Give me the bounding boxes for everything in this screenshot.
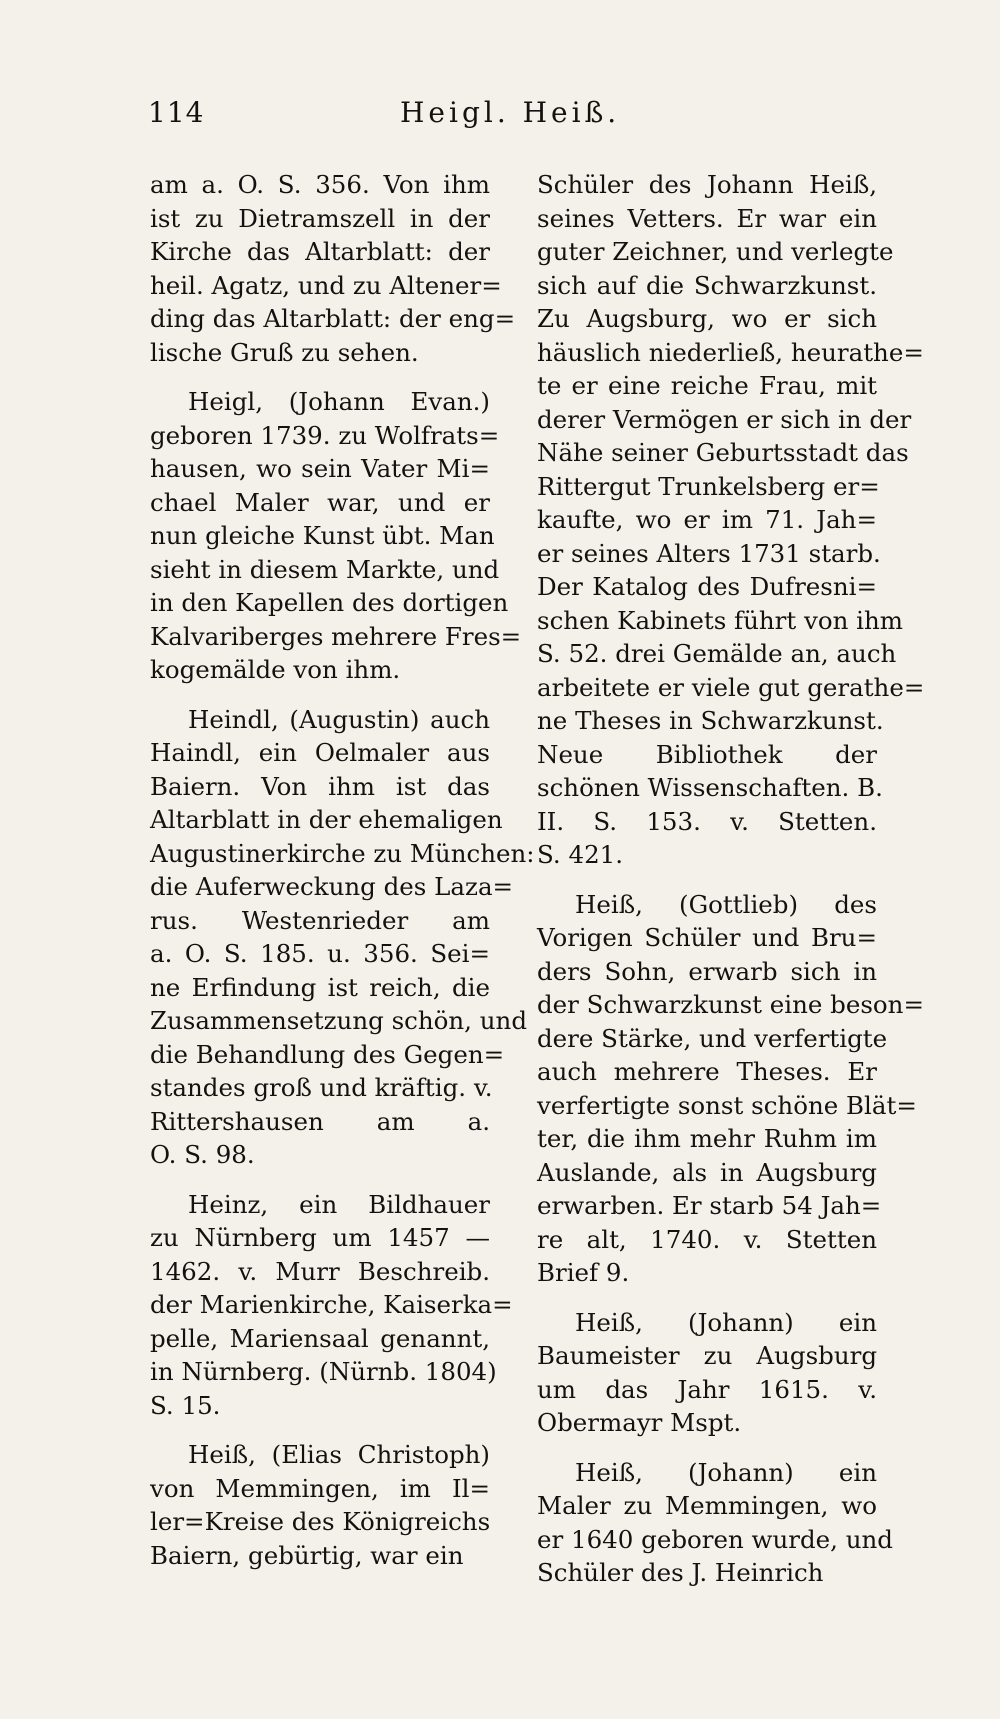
text-line: die Auferweckung des Laza= (150, 872, 514, 901)
text-line: re alt, 1740. v. Stetten (537, 1224, 877, 1254)
page-header (148, 96, 878, 136)
text-line: Augustinerkirche zu München: (150, 838, 535, 868)
text-line: Neue Bibliothek der (537, 739, 877, 769)
text-line: Obermayr Mspt. (537, 1408, 742, 1437)
text-line: guter Zeichner, und verlegte (537, 237, 894, 266)
text-line: die Behandlung des Gegen= (150, 1039, 505, 1069)
text-line: Nähe seiner Geburtsstadt das (537, 438, 909, 467)
text-line: der Marienkirche, Kaiserka= (150, 1290, 513, 1319)
text-line: Heiß, (Elias Christoph) (188, 1440, 490, 1469)
text-line: erwarben. Er starb 54 Jah= (537, 1191, 882, 1220)
text-line: nun gleiche Kunst übt. Man (150, 521, 495, 550)
text-line: um das Jahr 1615. v. (537, 1374, 877, 1404)
text-line: Baiern. Von ihm ist das (150, 771, 490, 801)
text-line: er 1640 geboren wurde, und (537, 1524, 893, 1554)
text-line: Heigl, (Johann Evan.) (188, 387, 490, 416)
text-line: Der Katalog des Dufresni= (537, 572, 877, 601)
text-line: seines Vetters. Er war ein (537, 203, 877, 233)
text-line: schen Kabinets führt von ihm (537, 605, 904, 635)
text-line: ne Theses in Schwarzkunst. (537, 706, 884, 735)
text-line: zu Nürnberg um 1457 — (150, 1223, 490, 1252)
entry-paragraph (150, 385, 522, 687)
text-line: Rittershausen am a. (150, 1106, 490, 1136)
entry-paragraph (537, 1306, 877, 1440)
text-line: in Nürnberg. (Nürnb. 1804) (150, 1357, 497, 1386)
left-text-column (150, 168, 535, 1588)
text-line: sieht in diesem Markte, und (150, 554, 500, 584)
text-line: Altarblatt in der ehemaligen (150, 805, 503, 834)
text-line: Heiß, (Johann) ein (575, 1307, 877, 1337)
text-line: von Memmingen, im Il= (150, 1473, 490, 1503)
text-line: Heindl, (Augustin) auch (188, 704, 490, 734)
text-line: Baiern, gebürtig, war ein (150, 1540, 464, 1570)
text-line: Rittergut Trunkelsberg er= (537, 471, 880, 501)
text-line: Kalvariberges mehrere Fres= (150, 621, 522, 651)
text-line: a. O. S. 185. u. 356. Sei= (150, 939, 490, 968)
text-line: 1462. v. Murr Beschreib. (150, 1256, 490, 1286)
text-line: ist zu Dietramszell in der (150, 203, 490, 233)
text-line: II. S. 153. v. Stetten. (537, 806, 877, 836)
entry-paragraph (150, 703, 535, 1172)
text-line: S. 52. drei Gemälde an, auch (537, 639, 897, 668)
text-line: kogemälde von ihm. (150, 655, 401, 684)
text-line: Zusammensetzung schön, und (150, 1006, 527, 1035)
text-line: derer Vermögen er sich in der (537, 404, 912, 434)
text-line: lische Gruß zu sehen. (150, 337, 419, 367)
text-line: häuslich niederließ, heurathe= (537, 337, 924, 367)
text-line: Zu Augsburg, wo er sich (537, 304, 877, 333)
running-head: Heigl. Heiß. (400, 96, 621, 129)
text-line: der Schwarzkunst eine beson= (537, 990, 924, 1019)
text-line: rus. Westenrieder am (150, 905, 490, 935)
text-line: Schüler des J. Heinrich (537, 1558, 824, 1587)
text-line: sich auf die Schwarzkunst. (537, 270, 877, 300)
page-number: 114 (148, 96, 205, 129)
text-line: Kirche das Altarblatt: der (150, 237, 490, 266)
text-line: Baumeister zu Augsburg (537, 1341, 877, 1370)
text-line: kaufte, wo er im 71. Jah= (537, 505, 877, 534)
text-line: chael Maler war, und er (150, 487, 490, 517)
text-line: auch mehrere Theses. Er (537, 1057, 877, 1086)
text-line: heil. Agatz, und zu Altener= (150, 270, 502, 300)
text-line: dere Stärke, und verfertigte (537, 1023, 888, 1053)
entry-paragraph (537, 888, 924, 1290)
right-text-column (537, 168, 925, 1606)
text-line: Auslande, als in Augsburg (537, 1157, 877, 1187)
text-line: S. 421. (537, 840, 624, 869)
text-line: schönen Wissenschaften. B. (537, 773, 883, 802)
text-line: geboren 1739. zu Wolfrats= (150, 420, 500, 450)
text-line: arbeitete er viele gut gerathe= (537, 672, 925, 702)
text-line: Brief 9. (537, 1258, 630, 1287)
text-line: in den Kapellen des dortigen (150, 588, 509, 617)
text-line: Haindl, ein Oelmaler aus (150, 738, 490, 767)
entry-paragraph (150, 1438, 490, 1572)
text-line: ding das Altarblatt: der eng= (150, 304, 516, 333)
entry-paragraph (537, 1456, 893, 1590)
text-line: am a. O. S. 356. Von ihm (150, 170, 490, 199)
text-line: er seines Alters 1731 starb. (537, 538, 881, 568)
text-line: hausen, wo sein Vater Mi= (150, 454, 490, 483)
text-line: Heiß, (Johann) ein (575, 1457, 877, 1487)
text-line: pelle, Mariensaal genannt, (150, 1323, 490, 1353)
entry-paragraph (150, 1188, 513, 1423)
text-line: Schüler des Johann Heiß, (537, 170, 877, 199)
text-line: Heiß, (Gottlieb) des (575, 889, 877, 919)
text-line: ter, die ihm mehr Ruhm im (537, 1124, 877, 1153)
entry-paragraph (150, 168, 516, 369)
text-line: O. S. 98. (150, 1140, 255, 1169)
text-line: te er eine reiche Frau, mit (537, 371, 877, 400)
text-line: ne Erfindung ist reich, die (150, 972, 490, 1002)
text-line: ders Sohn, erwarb sich in (537, 956, 877, 986)
text-line: standes groß und kräftig. v. (150, 1073, 493, 1102)
text-line: ler=Kreise des Königreichs (150, 1507, 491, 1536)
entry-paragraph (537, 168, 925, 872)
text-line: Vorigen Schüler und Bru= (537, 923, 877, 952)
text-line: verfertigte sonst schöne Blät= (537, 1090, 917, 1120)
text-line: Heinz, ein Bildhauer (188, 1189, 490, 1219)
text-line: Maler zu Memmingen, wo (537, 1491, 877, 1520)
text-line: S. 15. (150, 1390, 221, 1420)
